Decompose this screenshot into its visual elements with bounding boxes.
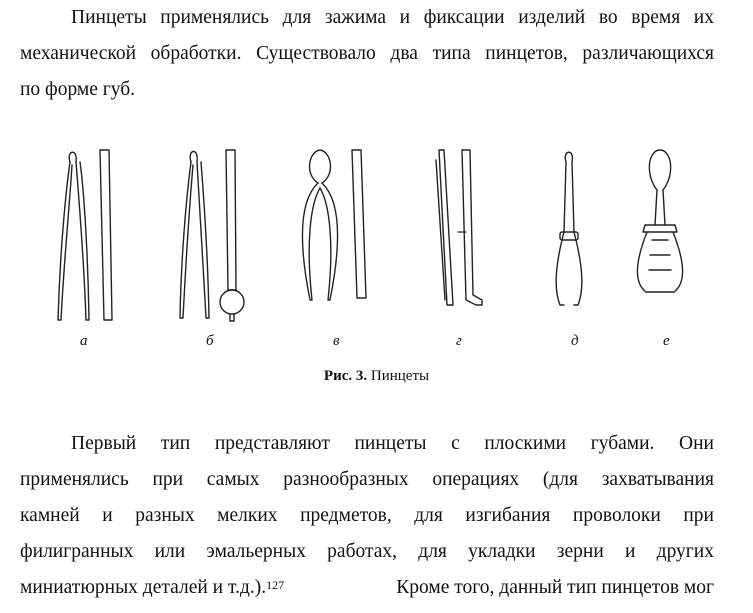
figure-caption-text: Пинцеты (367, 368, 430, 384)
tweezers-g-front (436, 150, 453, 305)
figure-label-v: в (333, 333, 340, 349)
paragraph-2-line-2: применялись при самых разнообразных операциях (для захватывания (20, 469, 714, 490)
tweezers-g-side (458, 150, 482, 305)
tweezers-e (637, 150, 682, 292)
tweezers-v-front (302, 150, 337, 300)
figure-caption (0, 368, 753, 385)
figure-label-g: г (456, 333, 462, 349)
figure-caption-number: Рис. 3. (323, 368, 368, 384)
paragraph-2-line-5-end: Кроме того, данный тип пинцетов мог (391, 577, 714, 598)
tweezers-a-front (58, 152, 89, 320)
figure-label-e: е (663, 333, 670, 349)
tweezers-v-side (352, 150, 366, 298)
tweezers-d (556, 152, 582, 305)
tweezers-b-side (220, 150, 244, 321)
figure-label-d: д (571, 333, 579, 349)
paragraph-1-line-3: по форме губ. (20, 79, 136, 100)
footnote-ref-127[interactable]: 127 (266, 578, 285, 592)
line-5-start-text: миниатюрных деталей и т.д.). (20, 577, 267, 598)
tweezers-a-side (100, 150, 112, 320)
paragraph-2-line-4: филигранных или эмальерных работах, для укладки зерни и других (20, 541, 714, 562)
paragraph-2-line-5 (20, 572, 714, 604)
tweezers-b-front (180, 151, 209, 318)
paragraph-2-line-3: камней и разных мелких предметов, для изгибания проволоки при (20, 505, 714, 526)
paragraph-1-line-2: механической обработки. Существовало два типа пинцетов, различающихся (20, 43, 714, 64)
tweezers-figure (0, 140, 753, 340)
figure-label-a: а (80, 333, 88, 349)
paragraph-1-line-1: Пинцеты применялись для зажима и фиксации изделий во время их (71, 7, 714, 28)
paragraph-2-line-1: Первый тип представляют пинцеты с плоскими губами. Они (71, 433, 714, 454)
figure-label-b: б (206, 333, 214, 349)
paragraph-2-line-5-start (20, 572, 284, 604)
